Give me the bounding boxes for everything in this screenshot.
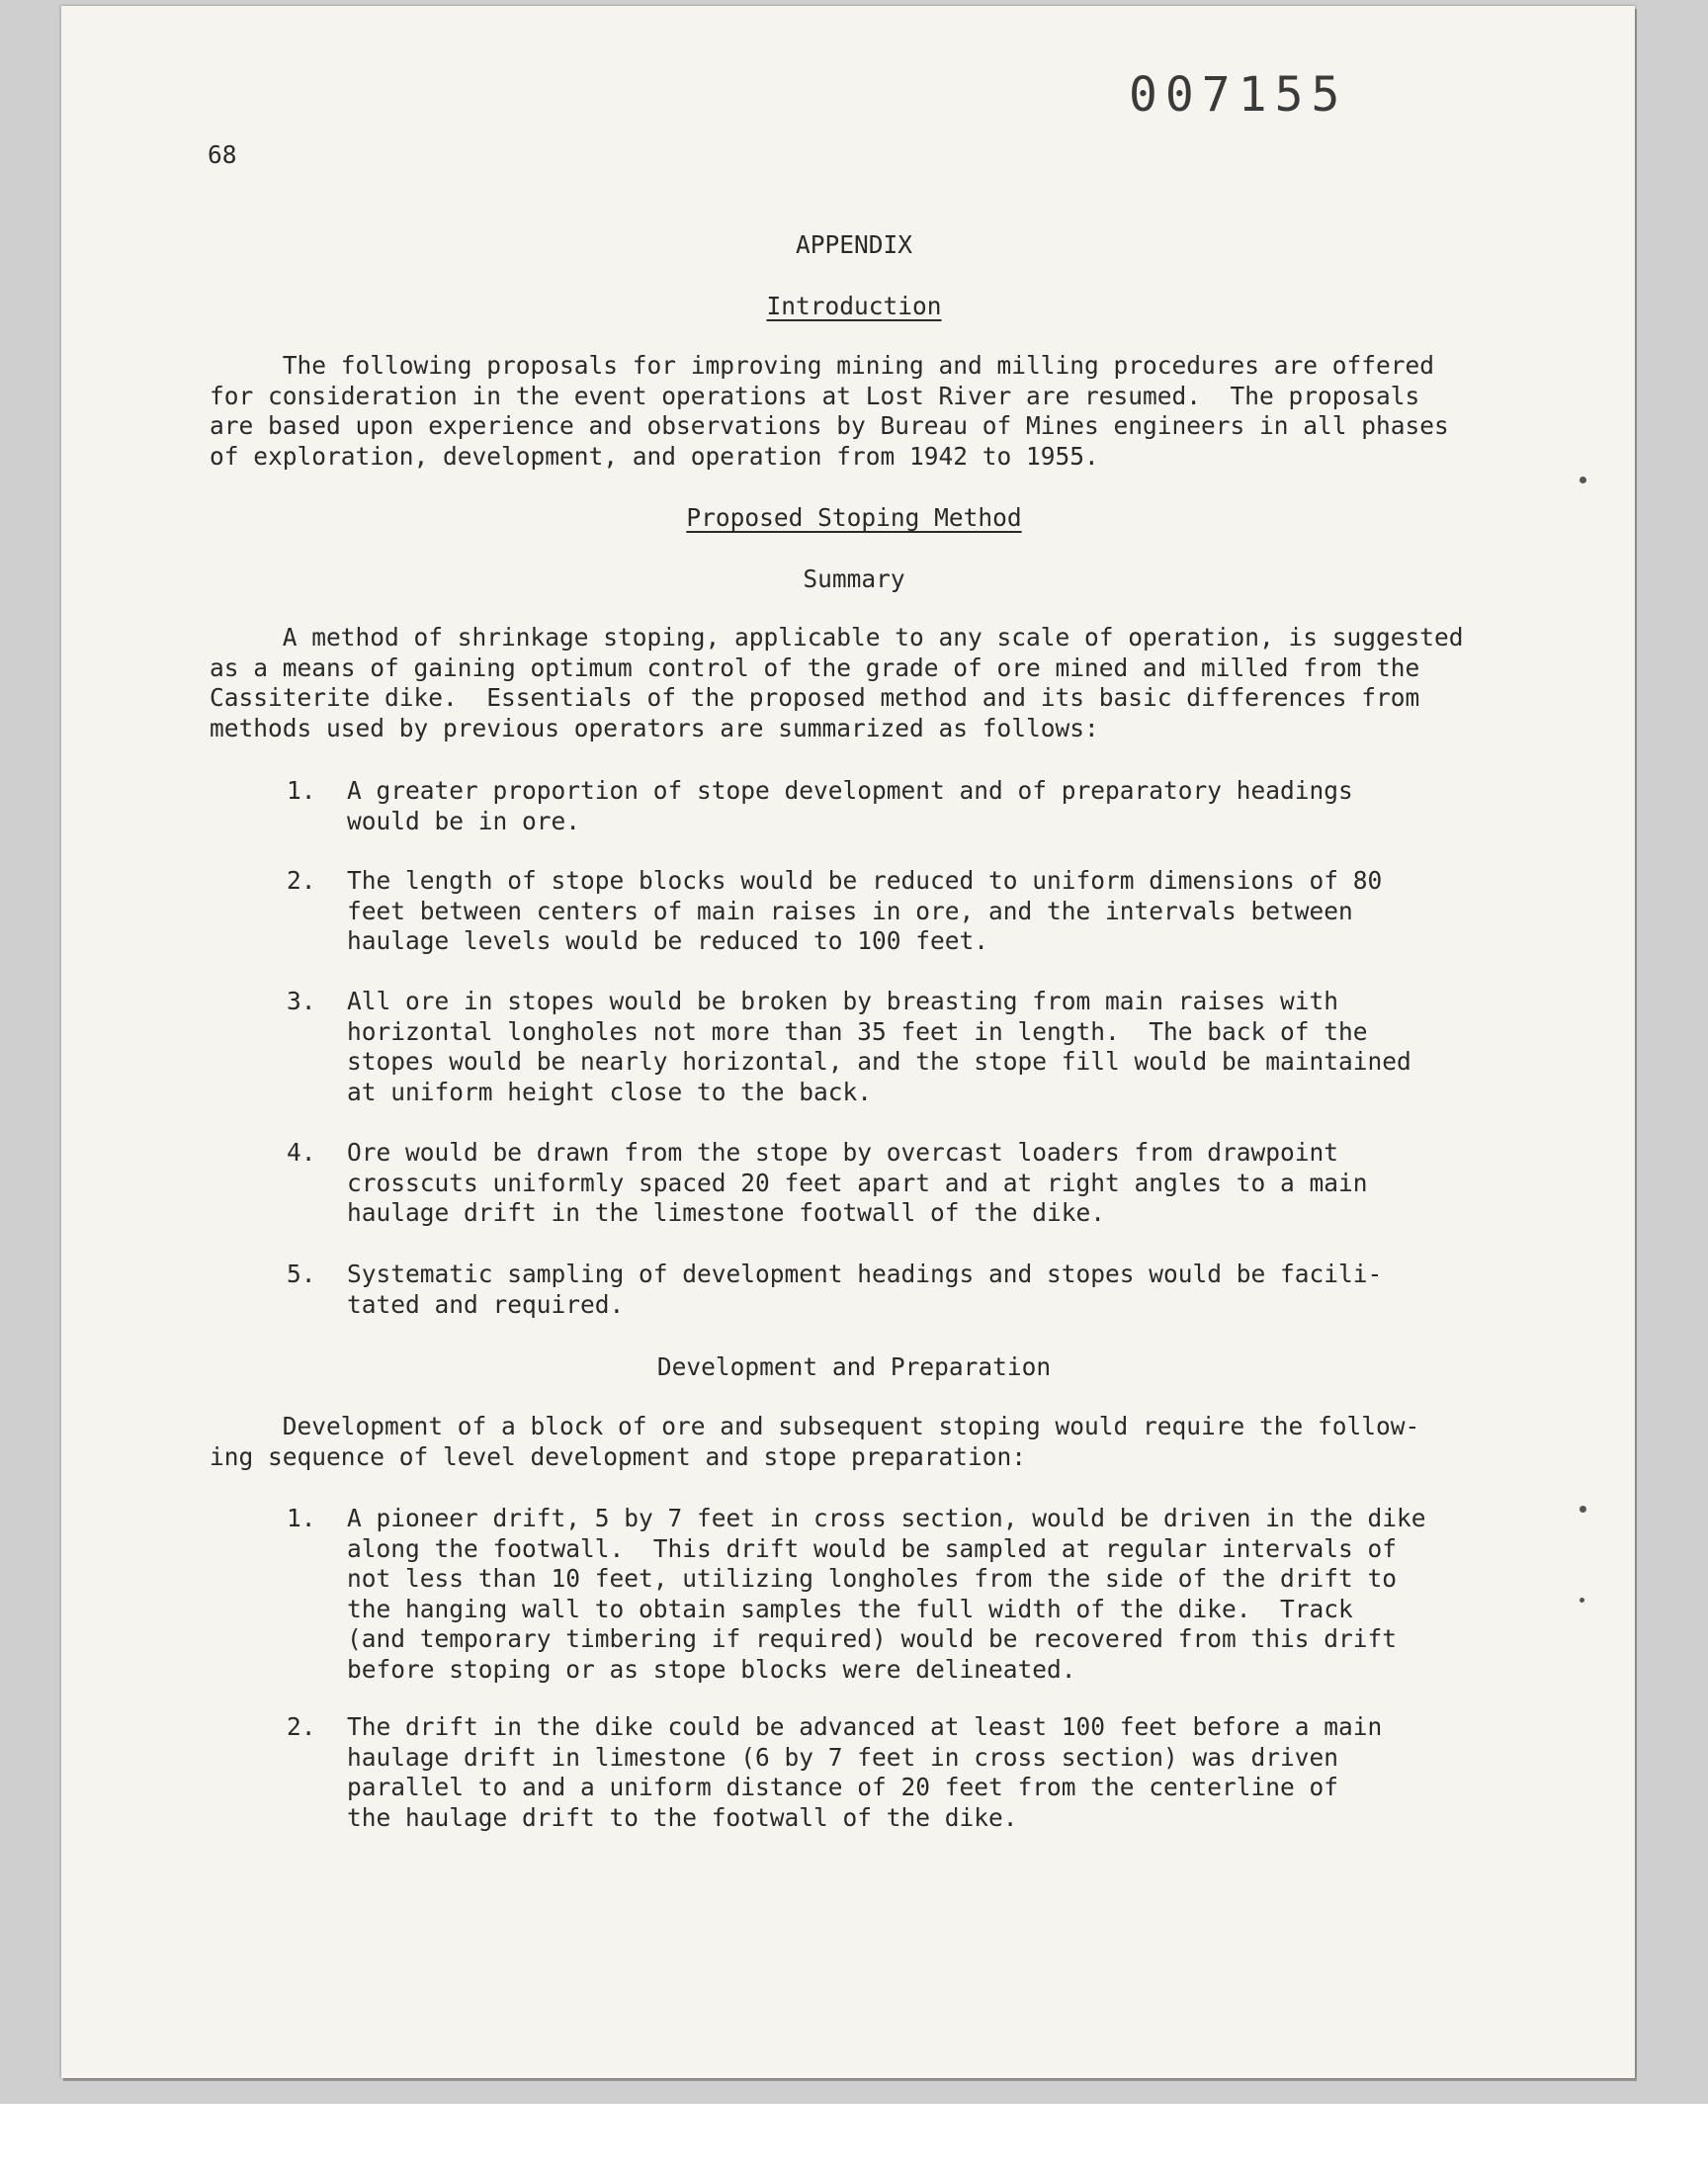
development-paragraph: Development of a block of ore and subsequent stoping would require the follow- ing sequence of level development and stope preparation: (210, 1412, 1420, 1471)
list-item-text: The drift in the dike could be advanced at least 100 feet before a main haulage drift in limestone (6 by 7 feet in cross section) was driven parallel to and a uniform distance of 20 feet from the centerline of the haulage drift to the footwall of the dike. (347, 1712, 1383, 1832)
list-item-text: Systematic sampling of development headings and stopes would be facili- tated and required. (347, 1260, 1383, 1319)
list-item-number: 5. (287, 1260, 316, 1288)
document-stamp-number: 007155 (1129, 67, 1348, 123)
list-item-number: 4. (287, 1138, 316, 1167)
stoping-title (0, 503, 1708, 532)
scan-speck (1580, 1506, 1586, 1513)
intro-title-text: Introduction (766, 292, 942, 320)
list-item-number: 3. (287, 987, 316, 1015)
page-number: 68 (208, 140, 237, 169)
scan-speck (1580, 477, 1586, 483)
bottom-margin (0, 2104, 1708, 2175)
stoping-title-text: Proposed Stoping Method (686, 503, 1022, 532)
list-item-number: 2. (287, 866, 316, 895)
list-item-text: The length of stope blocks would be reduced to uniform dimensions of 80 feet between centers of main raises in ore, and the intervals between haulage levels would be reduced to 100 feet. (347, 866, 1383, 955)
list-item-text: A pioneer drift, 5 by 7 feet in cross section, would be driven in the dike along the footwall. This drift would be sampled at regular intervals of not less than 10 feet, utilizing longholes from the side of the drift to the hanging wall to obtain samples the full width of the dike. Track (and temporary timbering if required) would be recovered from this drift before stoping or as stope blocks were delineated. (347, 1504, 1426, 1684)
list-item-text: All ore in stopes would be broken by breasting from main raises with horizontal longholes not more than 35 feet in length. The back of the stopes would be nearly horizontal, and the stope fill would be maintained at uniform height close to the back. (347, 987, 1411, 1106)
list-item-text: A greater proportion of stope development and of preparatory headings would be in ore. (347, 776, 1353, 835)
development-title: Development and Preparation (656, 1352, 1052, 1381)
intro-paragraph: The following proposals for improving mining and milling procedures are offered for consideration in the event operations at Lost River are resumed. The proposals are based upon experience and observations by Bureau of Mines engineers in all phases of exploration, development, and operation from 1942 to 1955. (210, 351, 1449, 471)
list-item-text: Ore would be drawn from the stope by overcast loaders from drawpoint crosscuts uniformly spaced 20 feet apart and at right angles to a main haulage drift in the limestone footwall of the dike. (347, 1138, 1368, 1227)
scan-speck (1580, 1598, 1584, 1603)
list-item-number: 1. (287, 1504, 316, 1532)
intro-title (0, 292, 1708, 320)
appendix-heading: APPENDIX (795, 230, 912, 259)
summary-paragraph: A method of shrinkage stoping, applicable to any scale of operation, is suggested as a means of gaining optimum control of the grade of ore mined and milled from the Cassiterite dike. Essentials of the proposed method and its basic differences from methods used by previous operators are summarized as follows: (210, 623, 1464, 742)
summary-title: Summary (803, 565, 905, 593)
list-item-number: 2. (287, 1712, 316, 1741)
list-item-number: 1. (287, 776, 316, 805)
